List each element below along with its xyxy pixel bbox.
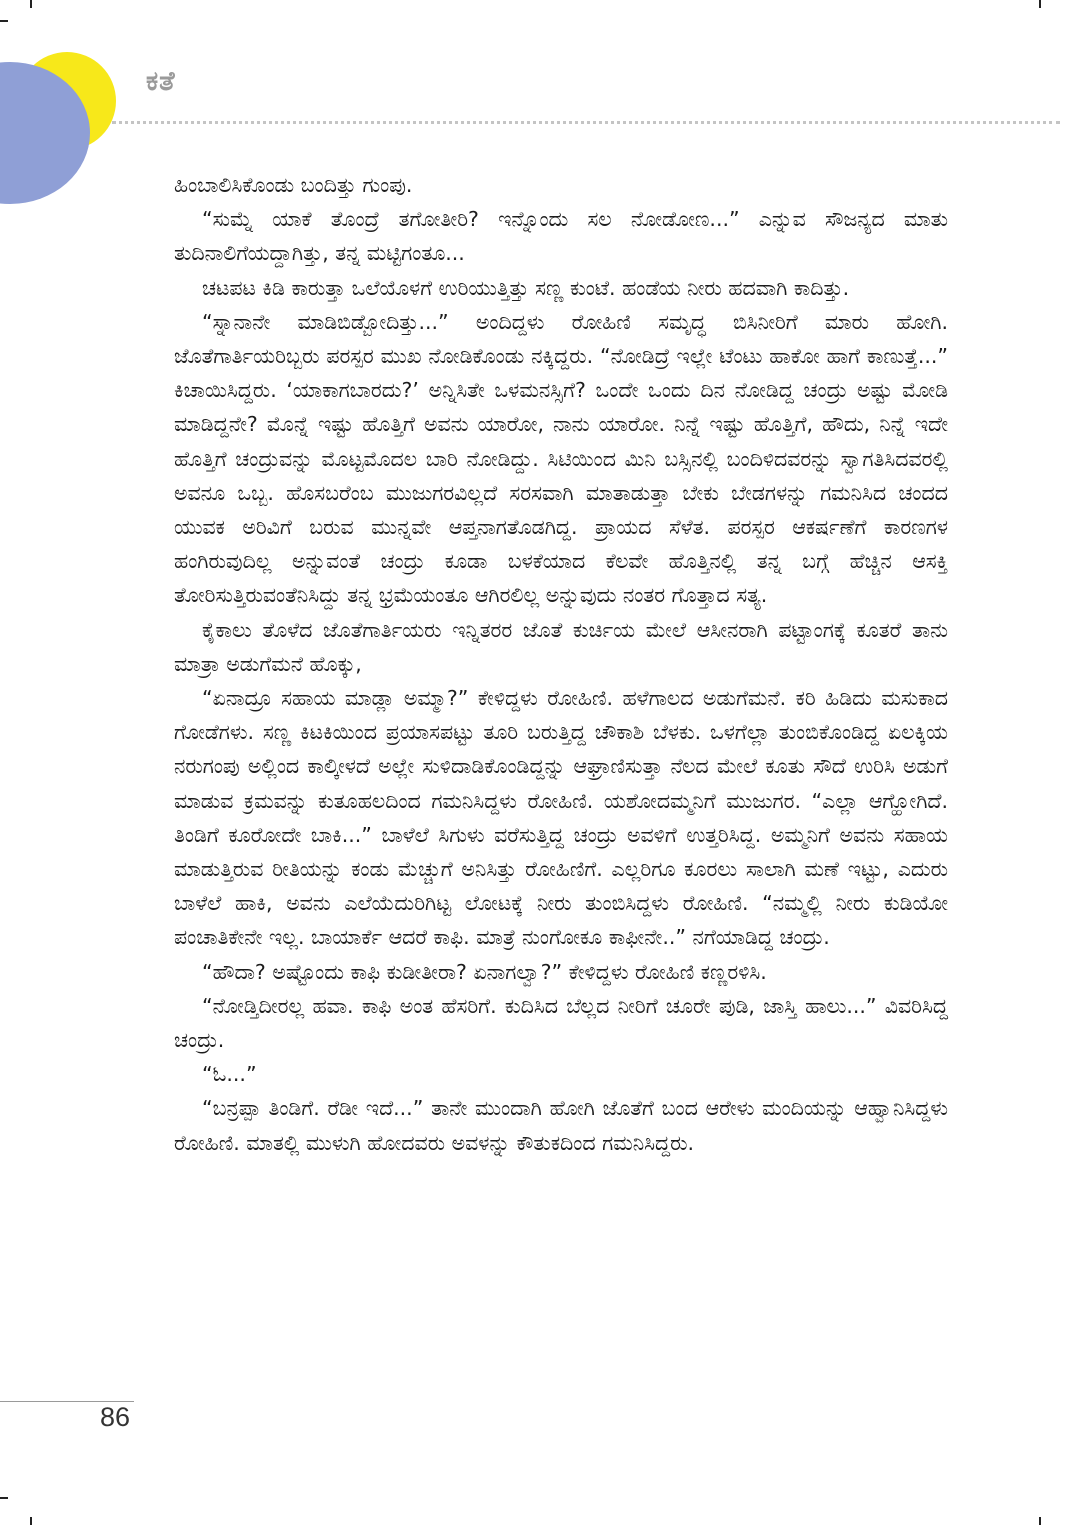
crop-mark <box>0 20 8 22</box>
paragraph: “ಹೌದಾ? ಅಷ್ಟೊಂದು ಕಾಫಿ ಕುಡೀತೀರಾ? ಏನಾಗಲ್ವಾ?” ಕೇಳಿದ್ದಳು ರೋಹಿಣಿ ಕಣ್ಣರಳಿಸಿ. <box>202 959 767 984</box>
paragraph: “ನೋಡ್ತಿದೀರಲ್ಲ ಹವಾ. ಕಾಫಿ ಅಂತ ಹೆಸರಿಗೆ. ಕುದಿಸಿದ ಬೆಲ್ಲದ ನೀರಿಗೆ ಚೂರೇ ಪುಡಿ, ಜಾಸ್ತಿ ಹಾಲು...” ವಿವರಿಸಿದ್ದ ಚಂದ್ರು. <box>174 993 948 1053</box>
paragraph: “ಸುಮ್ನೆ ಯಾಕೆ ತೊಂದ್ರೆ ತಗೋತೀರಿ? ಇನ್ನೊಂದು ಸಲ ನೋಡೋಣ...” ಎನ್ನುವ ಸೌಜನ್ಯದ ಮಾತು ತುದಿನಾಲಿಗೆಯದ್ದಾಗಿತ್ತು, ತನ್ನ ಮಟ್ಟಿಗಂತೂ... <box>174 207 948 266</box>
page-number: 86 <box>100 1402 131 1432</box>
crop-mark <box>1039 0 1041 8</box>
paragraph: ಹಿಂಬಾಲಿಸಿಕೊಂಡು ಬಂದಿತ್ತು ಗುಂಪು. <box>174 173 413 197</box>
crop-mark <box>1039 1517 1041 1525</box>
paragraph: “ಏನಾದ್ರೂ ಸಹಾಯ ಮಾಡ್ಲಾ ಅಮ್ಮಾ?” ಕೇಳಿದ್ದಳು ರೋಹಿಣಿ. ಹಳೆಗಾಲದ ಅಡುಗೆಮನೆ. ಕರಿ ಹಿಡಿದು ಮಸುಕಾದ ಗೋಡೆಗಳು. ಸಣ್ಣ ಕಿಟಕಿಯಿಂದ ಪ್ರಯಾಸಪಟ್ಟು ತೂರಿ ಬರುತ್ತಿದ್ದ ಚೌಕಾಶಿ ಬೆಳಕು. ಒಳಗೆಲ್ಲಾ ತುಂಬಿಕೊಂಡಿದ್ದ ಏಲಕ್ಕಿಯ ನರುಗಂಪು ಅಲ್ಲಿಂದ ಕಾಲ್ಕೀಳದೆ ಅಲ್ಲೇ ಸುಳಿದಾಡಿಕೊಂಡಿದ್ದನ್ನು ಆಘ್ರಾಣಿಸುತ್ತಾ ನೆಲದ ಮೇಲೆ ಕೂತು ಸೌದೆ ಉರಿಸಿ ಅಡುಗೆ ಮಾಡುವ ಕ್ರಮವನ್ನು ಕುತೂಹಲದಿಂದ ಗಮನಿಸಿದ್ದಳು ರೋಹಿಣಿ. ಯಶೋದಮ್ಮನಿಗೆ ಮುಜುಗರ. “ಎಲ್ಲಾ ಆಗ್ಹೋಗಿದೆ. ತಿಂಡಿಗೆ ಕೂರೋದೇ ಬಾಕಿ...” ಬಾಳೆಲೆ ಸಿಗುಳು ವರೆಸುತ್ತಿದ್ದ ಚಂದ್ರು ಅವಳಿಗೆ ಉತ್ತರಿಸಿದ್ದ. ಅಮ್ಮನಿಗೆ ಅವನು ಸಹಾಯ ಮಾಡುತ್ತಿರುವ ರೀತಿಯನ್ನು ಕಂಡು ಮೆಚ್ಚುಗೆ ಅನಿಸಿತ್ತು ರೋಹಿಣಿಗೆ. ಎಲ್ಲರಿಗೂ ಕೂರಲು ಸಾಲಾಗಿ ಮಣೆ ಇಟ್ಟು, ಎದುರು ಬಾಳೆಲೆ ಹಾಕಿ, ಅವನು ಎಲೆಯೆದುರಿಗಿಟ್ಟ ಲೋಟಕ್ಕೆ ನೀರು ತುಂಬಿಸಿದ್ದಳು ರೋಹಿಣಿ. “ನಮ್ಮಲ್ಲಿ ನೀರು ಕುಡಿಯೋ ಪಂಚಾತಿಕೇನೇ ಇಲ್ಲ. ಬಾಯಾರ್ಕೆ ಆದರೆ ಕಾಫಿ. ಮಾತ್ರೆ ನುಂಗೋಕೂ ಕಾಫೀನೇ..” ನಗೆಯಾಡಿದ್ದ ಚಂದ್ರು. <box>174 686 948 950</box>
header-dotted-rule <box>112 121 1060 124</box>
paragraph: ಕೈಕಾಲು ತೊಳೆದ ಜೊತೆಗಾರ್ತಿಯರು ಇನ್ನಿತರರ ಜೊತೆ ಕುರ್ಚಿಯ ಮೇಲೆ ಆಸೀನರಾಗಿ ಪಟ್ಟಾಂಗಕ್ಕೆ ಕೂತರೆ ತಾನು ಮಾತ್ರಾ ಅಡುಗೆಮನೆ ಹೊಕ್ಕು, <box>174 617 948 676</box>
crop-mark <box>0 1497 8 1499</box>
story-body <box>174 168 948 1160</box>
crop-mark <box>30 0 32 8</box>
crop-mark <box>30 1517 32 1525</box>
paragraph: ಚಟಪಟ ಕಿಡಿ ಕಾರುತ್ತಾ ಒಲೆಯೊಳಗೆ ಉರಿಯುತ್ತಿತ್ತು ಸಣ್ಣ ಕುಂಟೆ. ಹಂಡೆಯ ನೀರು ಹದವಾಗಿ ಕಾದಿತ್ತು. <box>202 275 850 300</box>
section-title: ಕತೆ <box>146 66 176 97</box>
paragraph: “ಓ...” <box>202 1062 257 1087</box>
paragraph: “ಬನ್ರಪ್ಪಾ ತಿಂಡಿಗೆ. ರೆಡೀ ಇದೆ...” ತಾನೇ ಮುಂದಾಗಿ ಹೋಗಿ ಜೊತೆಗೆ ಬಂದ ಆರೇಳು ಮಂದಿಯನ್ನು ಆಹ್ವಾನಿಸಿದ್ದಳು ರೋಹಿಣಿ. ಮಾತಲ್ಲಿ ಮುಳುಗಿ ಹೋದವರು ಅವಳನ್ನು ಕೌತುಕದಿಂದ ಗಮನಿಸಿದ್ದರು. <box>174 1096 948 1155</box>
paragraph: “ಸ್ನಾನಾನೇ ಮಾಡಿಬಿಡ್ಬೋದಿತ್ತು...” ಅಂದಿದ್ದಳು ರೋಹಿಣಿ ಸಮೃದ್ಧ ಬಿಸಿನೀರಿಗೆ ಮಾರು ಹೋಗಿ. ಜೊತೆಗಾರ್ತಿಯರಿಬ್ಬರು ಪರಸ್ಪರ ಮುಖ ನೋಡಿಕೊಂಡು ನಕ್ಕಿದ್ದರು. “ನೋಡಿದ್ರೆ ಇಲ್ಲೇ ಟೆಂಟು ಹಾಕೋ ಹಾಗೆ ಕಾಣುತ್ತೆ...” ಕಿಚಾಯಿಸಿದ್ದರು. ‘ಯಾಕಾಗಬಾರದು?’ ಅನ್ನಿಸಿತೇ ಒಳಮನಸ್ಸಿಗೆ? ಒಂದೇ ಒಂದು ದಿನ ನೋಡಿದ್ದ ಚಂದ್ರು ಅಷ್ಟು ಮೋಡಿ ಮಾಡಿದ್ದನೇ? ಮೊನ್ನೆ ಇಷ್ಟು ಹೊತ್ತಿಗೆ ಅವನು ಯಾರೋ, ನಾನು ಯಾರೋ. ನಿನ್ನೆ ಇಷ್ಟು ಹೊತ್ತಿಗೆ, ಹೌದು, ನಿನ್ನೆ ಇದೇ ಹೊತ್ತಿಗೆ ಚಂದ್ರುವನ್ನು ಮೊಟ್ಟಮೊದಲ ಬಾರಿ ನೋಡಿದ್ದು. ಸಿಟಿಯಿಂದ ಮಿನಿ ಬಸ್ಸಿನಲ್ಲಿ ಬಂದಿಳಿದವರನ್ನು ಸ್ವಾಗತಿಸಿದವರಲ್ಲಿ ಅವನೂ ಒಬ್ಬ. ಹೊಸಬರೆಂಬ ಮುಜುಗರವಿಲ್ಲದೆ ಸರಸವಾಗಿ ಮಾತಾಡುತ್ತಾ ಬೇಕು ಬೇಡಗಳನ್ನು ಗಮನಿಸಿದ ಚಂದದ ಯುವಕ ಅರಿವಿಗೆ ಬರುವ ಮುನ್ನವೇ ಆಪ್ತನಾಗತೊಡಗಿದ್ದ. ಪ್ರಾಯದ ಸೆಳೆತ. ಪರಸ್ಪರ ಆಕರ್ಷಣೆಗೆ ಕಾರಣಗಳ ಹಂಗಿರುವುದಿಲ್ಲ ಅನ್ನುವಂತೆ ಚಂದ್ರು ಕೂಡಾ ಬಳಕೆಯಾದ ಕೆಲವೇ ಹೊತ್ತಿನಲ್ಲಿ ತನ್ನ ಬಗ್ಗೆ ಹೆಚ್ಚಿನ ಆಸಕ್ತಿ ತೋರಿಸುತ್ತಿರುವಂತೆನಿಸಿದ್ದು ತನ್ನ ಭ್ರಮೆಯಂತೂ ಆಗಿರಲಿಲ್ಲ ಅನ್ನುವುದು ನಂತರ ಗೊತ್ತಾದ ಸತ್ಯ. <box>174 309 948 608</box>
